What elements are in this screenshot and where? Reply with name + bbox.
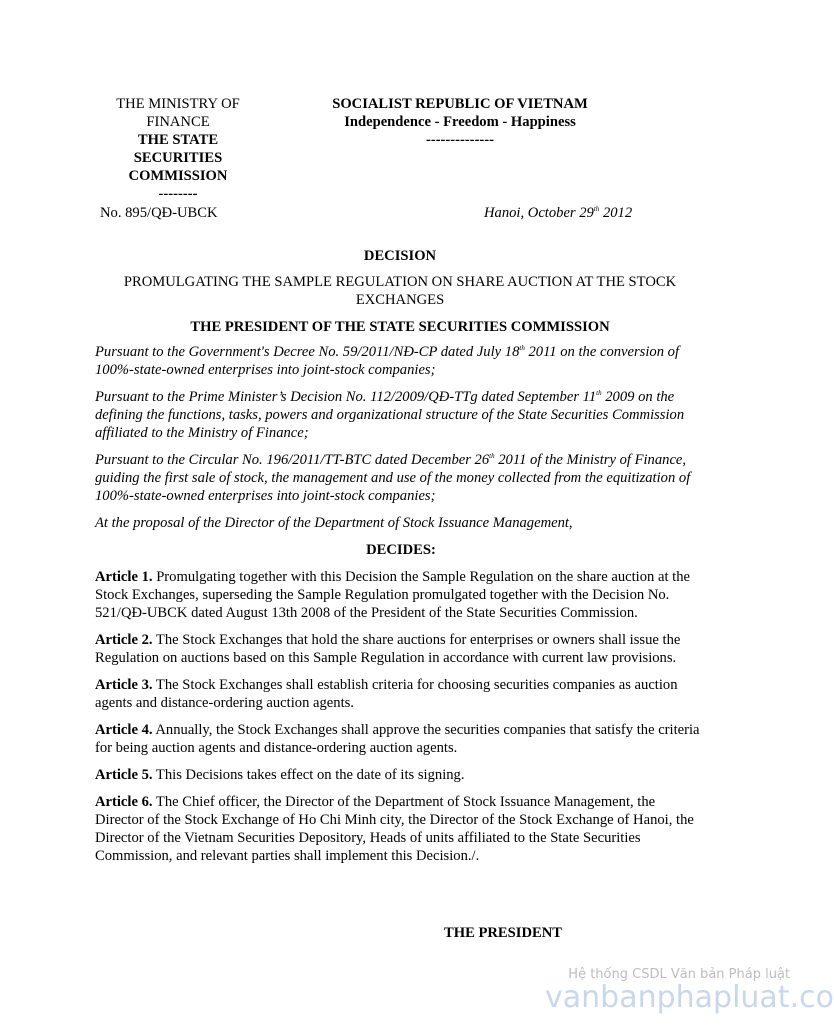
document-body [95,343,707,874]
watermark-caption: Hệ thống CSDL Văn bản Pháp luật [568,967,790,982]
subtitle-line1: PROMULGATING THE SAMPLE REGULATION ON SHARE AUCTION AT THE STOCK [123,274,677,290]
issuing-authority-heading: THE PRESIDENT OF THE STATE SECURITIES COMMISSION [190,319,610,335]
national-header-block [300,95,620,149]
article [95,793,707,865]
pursuant-sup: th [489,452,495,460]
article-label: Article 1. [95,569,153,585]
pursuant-clause [95,451,707,505]
article-text: This Decisions takes effect on the date of its signing. [152,767,465,783]
proposal-clause [95,514,707,532]
watermark-site: vanbanphapluat.co [545,980,834,1015]
article-text: The Stock Exchanges shall establish criteria for choosing securities companies as auction agents and distance-ordering auction agents. [95,677,678,711]
article [95,631,707,667]
national-motto: Independence - Freedom - Happiness [344,114,576,130]
pursuant-text-rest: 2009 on the defining the functions, tasks, powers and organizational structure of the State Securities Commission affiliated to the Ministry of Finance; [95,389,685,441]
issue-date [484,204,632,222]
pursuant-text-rest: 2011 of the Ministry of Finance, guiding the first sale of stock, the management and use of the money collected from the equitization of 100%-state-owned enterprises into joint-stock companies; [95,452,691,504]
article-label: Article 2. [95,632,153,648]
pursuant-text: Pursuant to the Circular No. 196/2011/TT-BTC dated December 26 [95,452,490,468]
ministry-name-line2: FINANCE [146,114,210,130]
subtitle-line2: EXCHANGES [355,292,445,308]
pursuant-clause [95,388,707,442]
document-number: No. 895/QĐ-UBCK [100,205,218,221]
pursuant-sup: th [519,344,525,352]
signer-title: THE PRESIDENT [444,925,562,941]
article [95,766,707,784]
issue-date-sup: th [593,205,600,213]
country-name: SOCIALIST REPUBLIC OF VIETNAM [332,96,588,112]
issue-date-suffix: 2012 [599,205,633,221]
document-subtitle [95,273,705,309]
article-label: Article 4. [95,722,153,738]
article-text: Annually, the Stock Exchanges shall approve the securities companies that satisfy the criteria for being auction agents and distance-ordering auction agents. [95,722,700,756]
pursuant-text: Pursuant to the Prime Minister’s Decision No. 112/2009/QĐ-TTg dated September 11 [95,389,597,405]
article-text: The Chief officer, the Director of the Department of Stock Issuance Management, the Director of the Stock Exchange of Ho Chi Minh city, the Director of the Stock Exchange of Hanoi, the Director of the Vietnam Securities Depository, Heads of units affiliated to the State Securities Commission, and relevant parties shall implement this Decision./. [95,794,694,864]
commission-name-line1: THE STATE [137,132,219,148]
article-label: Article 3. [95,677,153,693]
pursuant-text: Pursuant to the Government's Decree No. 59/2011/NĐ-CP dated July 18 [95,344,520,360]
commission-name-line2: SECURITIES [133,150,223,166]
pursuant-sup: th [596,389,602,397]
issuing-authority-block [100,95,256,203]
article [95,721,707,757]
decides-heading: DECIDES: [366,542,436,558]
pursuant-clause [95,343,707,379]
commission-name-line3: COMMISSION [128,168,228,184]
ministry-name-line1: THE MINISTRY OF [116,96,240,112]
document-title: DECISION [363,248,437,264]
article-text: The Stock Exchanges that hold the share auctions for enterprises or owners shall issue the Regulation on auctions based on this Sample Regulation in accordance with current law provisions. [95,632,681,666]
article [95,568,707,622]
left-header-separator: -------- [158,186,198,202]
article-label: Article 5. [95,767,153,783]
article [95,676,707,712]
right-header-separator: -------------- [425,132,495,148]
article-label: Article 6. [95,794,153,810]
article-text: Promulgating together with this Decision the Sample Regulation on the share auction at the Stock Exchanges, superseding the Sample Regulation promulgated together with the Decision No. 521/QĐ-UBCK dated August 13th 2008 of the President of the State Securities Commission. [95,569,690,621]
pursuant-text-rest: 2011 on the conversion of 100%-state-owned enterprises into joint-stock companies; [95,344,679,378]
proposal-text: At the proposal of the Director of the Department of Stock Issuance Management, [95,515,573,531]
issue-date-prefix: Hanoi, October 29 [484,205,594,221]
